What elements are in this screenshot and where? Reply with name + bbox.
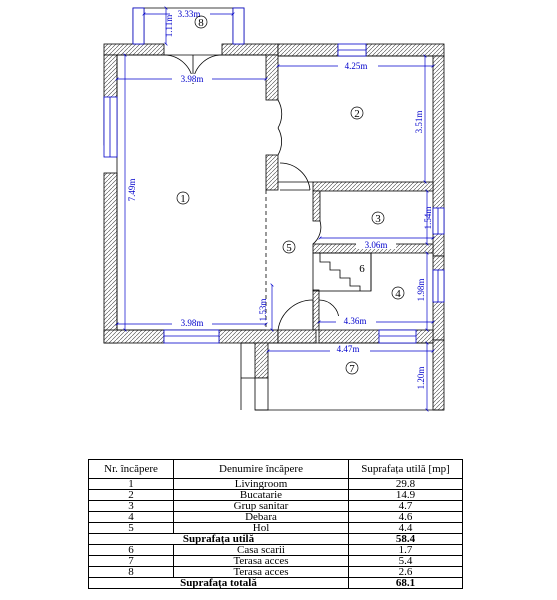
table-row (89, 479, 463, 490)
cell-nr: 2 (89, 490, 174, 501)
dim-pantry-height: 1.98m (416, 278, 426, 302)
cell-name: Terasa acces (174, 567, 349, 578)
dim-entry-height: 1.20m (416, 366, 426, 390)
total-label: Suprafața totală (89, 578, 349, 589)
cell-nr: 3 (89, 501, 174, 512)
dim-living-top: 3.98m (180, 74, 204, 84)
cell-nr: 8 (89, 567, 174, 578)
interior-lines (117, 8, 444, 410)
cell-area: 14.9 (349, 490, 463, 501)
cell-area: 4.6 (349, 512, 463, 523)
cell-area: 2.6 (349, 567, 463, 578)
cell-area: 5.4 (349, 556, 463, 567)
cell-name: Terasa acces (174, 556, 349, 567)
total-value: 68.1 (349, 578, 463, 589)
cell-nr: 7 (89, 556, 174, 567)
dim-bath-height: 1.54m (423, 206, 433, 230)
dim-pantry-width: 4.36m (343, 316, 367, 326)
cell-area: 1.7 (349, 545, 463, 556)
cell-name: Hol (174, 523, 349, 534)
walls (104, 8, 444, 410)
dim-entry-width: 4.47m (336, 344, 360, 354)
table-row (89, 556, 463, 567)
cell-name: Grup sanitar (174, 501, 349, 512)
cell-area: 4.7 (349, 501, 463, 512)
cell-nr: 1 (89, 479, 174, 490)
cell-nr: 5 (89, 523, 174, 534)
header-room-nr: Nr. încăpere (89, 460, 174, 479)
cell-name: Bucatarie (174, 490, 349, 501)
dim-living-height: 7.49m (127, 178, 137, 202)
table-row (89, 523, 463, 534)
room-2-label: 2 (354, 108, 360, 120)
table-row (89, 501, 463, 512)
cell-name: Casa scarii (174, 545, 349, 556)
room-8-label: 8 (198, 17, 204, 29)
dim-kitchen-height: 3.51m (414, 110, 424, 134)
cell-nr: 4 (89, 512, 174, 523)
header-area: Suprafața utilă [mp] (349, 460, 463, 479)
dim-bath-width: 3.06m (364, 240, 388, 250)
area-table (88, 459, 463, 589)
cell-nr: 6 (89, 545, 174, 556)
table-row (89, 545, 463, 556)
subtotal-row (89, 534, 463, 545)
dim-terrace-depth: 1.11m (164, 14, 174, 38)
room-1-label: 1 (180, 193, 186, 205)
table-row (89, 490, 463, 501)
cell-name: Livingroom (174, 479, 349, 490)
cell-area: 4.4 (349, 523, 463, 534)
cell-name: Debara (174, 512, 349, 523)
table-row (89, 512, 463, 523)
dim-terrace-width: 3.33m (177, 9, 201, 19)
room-5-label: 5 (286, 242, 292, 254)
room-6-label: 6 (359, 263, 365, 275)
cell-area: 29.8 (349, 479, 463, 490)
dim-kitchen-width: 4.25m (344, 61, 368, 71)
subtotal-label: Suprafața utilă (89, 534, 349, 545)
room-7-label: 7 (349, 363, 355, 375)
dim-living-bottom: 3.98m (180, 318, 204, 328)
dim-hall-height: 1.53m (258, 298, 268, 322)
total-row (89, 578, 463, 589)
room-4-label: 4 (395, 288, 401, 300)
room-3-label: 3 (375, 213, 381, 225)
table-header-row (89, 460, 463, 479)
table-row (89, 567, 463, 578)
header-room-name: Denumire încăpere (174, 460, 349, 479)
subtotal-value: 58.4 (349, 534, 463, 545)
